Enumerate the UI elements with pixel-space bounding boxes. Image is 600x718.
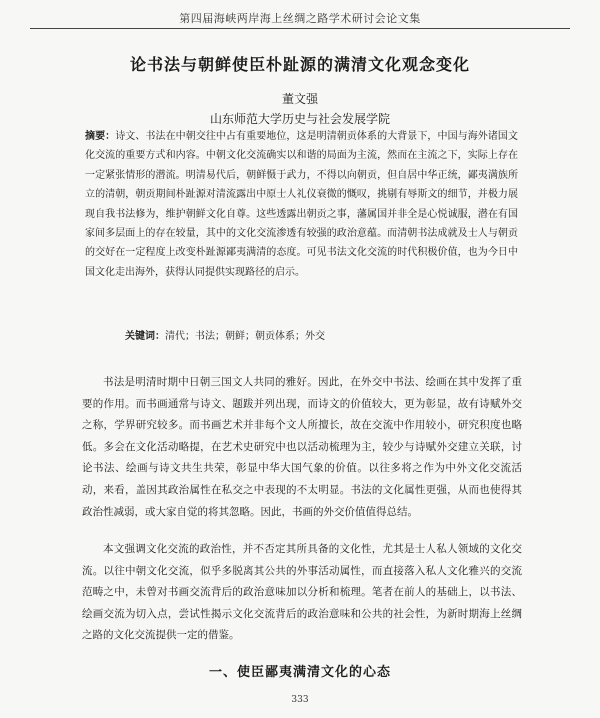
affiliation: 山东师范大学历史与社会发展学院 <box>209 112 390 126</box>
page-number: 333 <box>291 695 309 705</box>
keywords-label: 关键词： <box>125 331 165 342</box>
keywords <box>125 327 525 342</box>
abstract <box>85 127 518 282</box>
header-rule <box>30 28 570 29</box>
keywords-text: 清代；书法；朝鲜；朝贡体系；外交 <box>165 331 325 342</box>
section-heading: 一、使臣鄙夷满清文化的心态 <box>208 665 391 680</box>
abstract-text: 诗文、书法在中朝交往中占有重要地位，这是明清朝贡体系的大背景下，中国与海外诸国文化交流的重要方式和内容。中朝文化交流确实以和谐的局面为主流，然而在主流之下，实际上存在一定紧张情形的潜流。明清易代后，朝鲜慑于武力，不得以向朝贡，但自居中华正统，鄙夷满族所立的清朝，朝贡期间朴趾源对清流露出中原士人礼仪衰微的慨叹，挑剔有辱斯文的细节，并极力展现自我书法修为，维护朝鲜文化自尊。这些透露出朝贡之事，藩属国并非全是心悦诚服，潜在有国家间多层面上的存在较量，其中的文化交流渗透有较强的政治意蕴。而清朝书法成就及士人与朝贡的交好在一定程度上改变朴趾源鄙夷满清的态度。可见书法文化交流的时代积极价值，也为今日中国文化走出海外，获得认同提供实现路径的启示。 <box>85 131 519 278</box>
body-paragraph-2: 本文强调文化交流的政治性，并不否定其所具备的文化性，尤其是士人私人领域的文化交流。以往中朝文化交流，似乎多脱离其公共的外事活动属性，而直接落入私人文化雅兴的交流范畴之中，未曾对书画交流背后的政治意味加以分析和梳理。笔者在前人的基础上，以书法、绘画交流为切入点，尝试性揭示文化交流背后的政治意味和公共的社会性，为新时期海上丝绸之路的文化交流提供一定的借鉴。 <box>82 543 522 642</box>
running-header: 第四届海峡两岸海上丝绸之路学术研讨会论文集 <box>179 12 421 25</box>
body-paragraph-1: 书法是明清时期中日朝三国文人共同的雅好。因此，在外交中书法、绘画在其中发挥了重要的作用。而书画通常与诗文、题跋并列出现，而诗文的价值较大，更为彰显，故有诗赋外交之称，学界研究较多。而书画艺术并非每个文人所擅长，故在交流中作用较小，研究积度也略低。多会在文化活动略提，在艺术史研究中也以活动梳理为主，较少与诗赋外交建立关联，讨论书法、绘画与诗文共生共荣，彰显中华大国气象的价值。以往多将之作为中外文化交流活动，来看，盖因其政治属性在私交之中表现的不太明显。书法的文化属性更强，从而也使得其政治性减弱，或大家自觉的将其忽略。因此，书画的外交价值值得总结。 <box>82 376 522 518</box>
paper-title: 论书法与朝鲜使臣朴趾源的满清文化观念变化 <box>129 55 470 74</box>
author-name: 董文强 <box>281 92 318 106</box>
abstract-label: 摘要： <box>85 131 116 142</box>
